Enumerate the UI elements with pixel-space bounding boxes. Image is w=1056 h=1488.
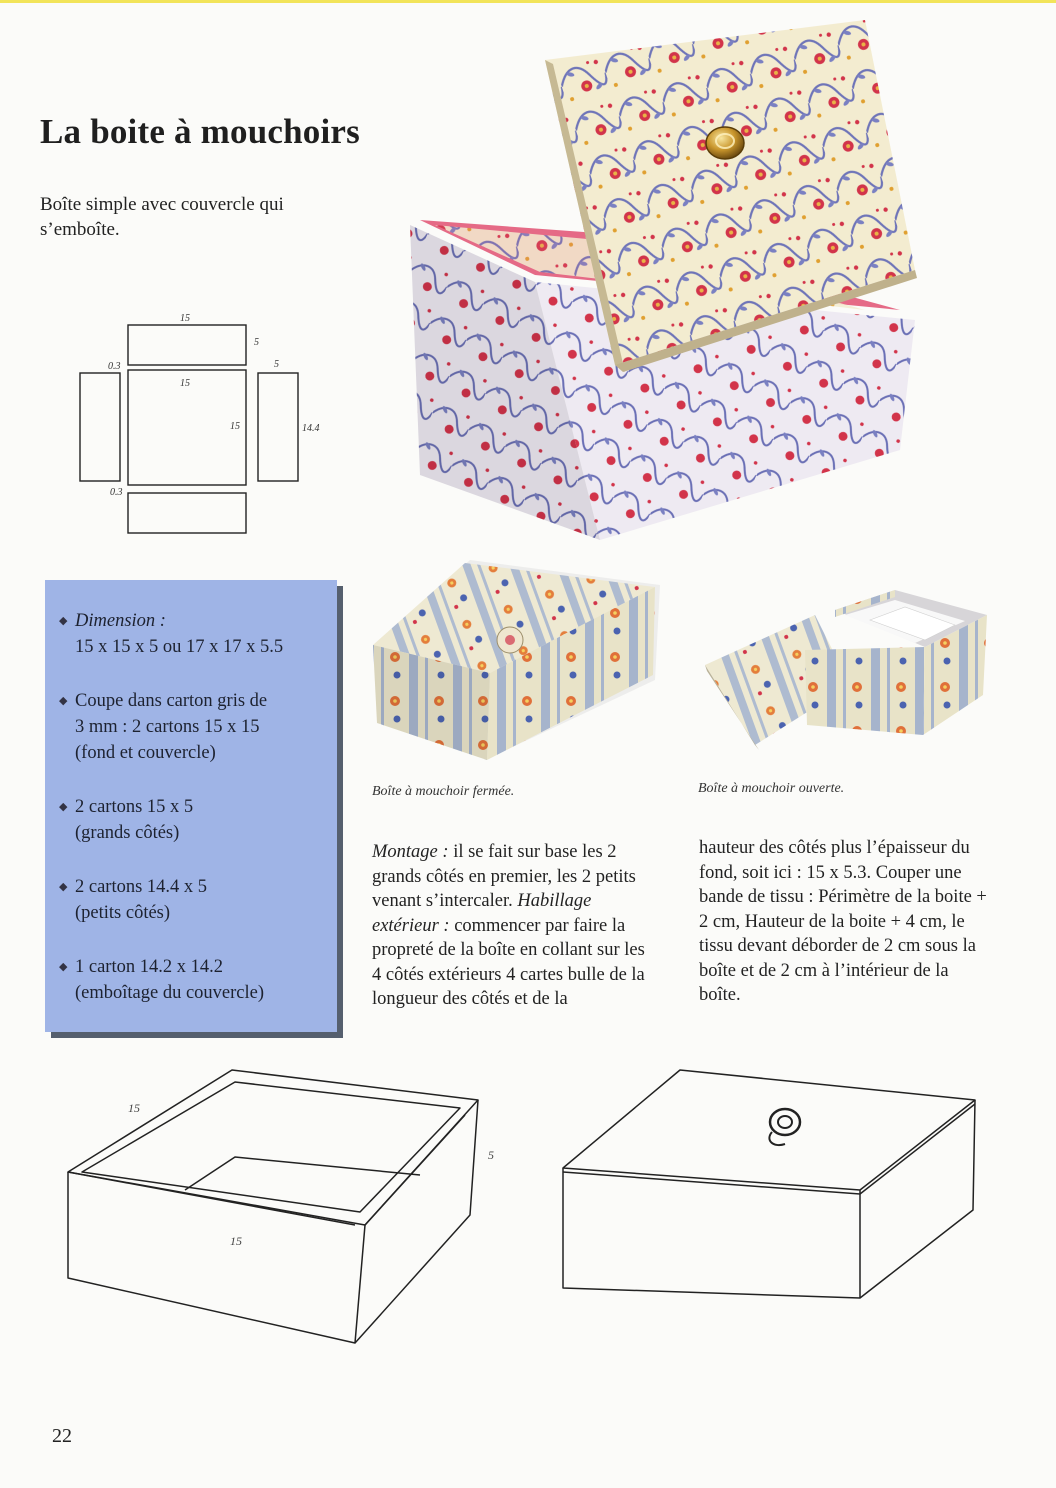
spec-line: (petits côtés) <box>75 903 171 923</box>
pattern-bottom-panel <box>128 493 246 533</box>
text-column-right: hauteur des côtés plus l’épaisseur du fond, soit ici : 15 x 5.3. Couper une bande de tissu : Périmètre de la boite + 2 cm, Hauteur de la boite + 4 cm, le tissu devant déborder de 2 cm sous la boîte et de 2 cm à l’intérieur de la boîte. <box>699 838 987 1005</box>
drawing-closed-box <box>555 1060 985 1380</box>
diamond-bullet-icon: ◆ <box>59 801 68 813</box>
drawing-label-height: 5 <box>488 1148 494 1162</box>
spec-item <box>59 608 323 660</box>
spec-line: 2 cartons 14.4 x 5 <box>75 877 208 897</box>
drawing-open-box <box>60 1060 520 1390</box>
drawing-label-front-width: 15 <box>230 1234 242 1248</box>
habillage-label: Habillage extérieur : <box>372 891 592 936</box>
photo-striped-box-closed <box>365 555 665 775</box>
pattern-left-panel <box>80 373 120 481</box>
spec-line: 15 x 15 x 5 ou 17 x 17 x 5.5 <box>75 637 284 657</box>
pattern-label-right-length: 14.4 <box>302 423 320 434</box>
pattern-label-top-height: 5 <box>254 337 259 348</box>
pattern-top-panel <box>128 325 246 365</box>
brass-ring-knob-icon <box>706 127 744 159</box>
knob-icon <box>769 1109 800 1145</box>
spec-line: (emboîtage du couvercle) <box>75 983 265 1003</box>
pattern-label-right-height: 5 <box>274 359 279 370</box>
pattern-label-left-thickness: 0.3 <box>108 361 121 372</box>
diamond-bullet-icon: ◆ <box>59 615 68 627</box>
diamond-bullet-icon: ◆ <box>59 881 68 893</box>
page-number: 22 <box>52 1425 72 1447</box>
pattern-label-center-height: 15 <box>230 421 240 432</box>
montage-text: il se fait sur base les 2 grands côtés en premier, les 2 petits venant s’intercaler. <box>372 842 636 911</box>
cutting-pattern-diagram <box>70 305 340 550</box>
page-subtitle: Boîte simple avec couvercle qui s’emboîte. <box>40 194 284 240</box>
diamond-bullet-icon: ◆ <box>59 695 68 707</box>
specs-panel <box>45 580 337 1032</box>
pattern-right-panel <box>258 373 298 481</box>
spec-line: 1 carton 14.2 x 14.2 <box>75 957 223 977</box>
spec-line: (fond et couvercle) <box>75 743 216 763</box>
spec-item <box>59 954 323 1006</box>
spec-line: 2 cartons 15 x 5 <box>75 797 194 817</box>
photo-striped-box-open <box>695 585 995 755</box>
spec-item <box>59 794 323 846</box>
pattern-label-bottom-thickness: 0.3 <box>110 487 123 498</box>
spec-line: 3 mm : 2 cartons 15 x 15 <box>75 717 260 737</box>
top-rule <box>0 0 1056 3</box>
spec-item <box>59 874 323 926</box>
caption-open-box: Boîte à mouchoir ouverte. <box>698 781 845 796</box>
drawing-label-back-width: 15 <box>128 1101 140 1115</box>
spec-lead: Dimension : <box>75 611 166 631</box>
text-column-left <box>372 840 657 1012</box>
page-title: La boite à mouchoirs <box>40 112 360 151</box>
diamond-bullet-icon: ◆ <box>59 961 68 973</box>
photo-floral-box-open <box>395 20 925 555</box>
pattern-label-top-width: 15 <box>180 313 190 324</box>
spec-item <box>59 688 323 766</box>
caption-closed-box: Boîte à mouchoir fermée. <box>372 784 515 799</box>
montage-label: Montage : <box>372 842 449 862</box>
spec-line: Coupe dans carton gris de <box>75 691 268 711</box>
pattern-label-center-width: 15 <box>180 378 190 389</box>
spec-line: (grands côtés) <box>75 823 180 843</box>
habillage-text: commencer par faire la propreté de la boîte en collant sur les 4 côtés extérieurs 4 cartes bulle de la longueur des côtés et de la <box>372 915 645 1009</box>
